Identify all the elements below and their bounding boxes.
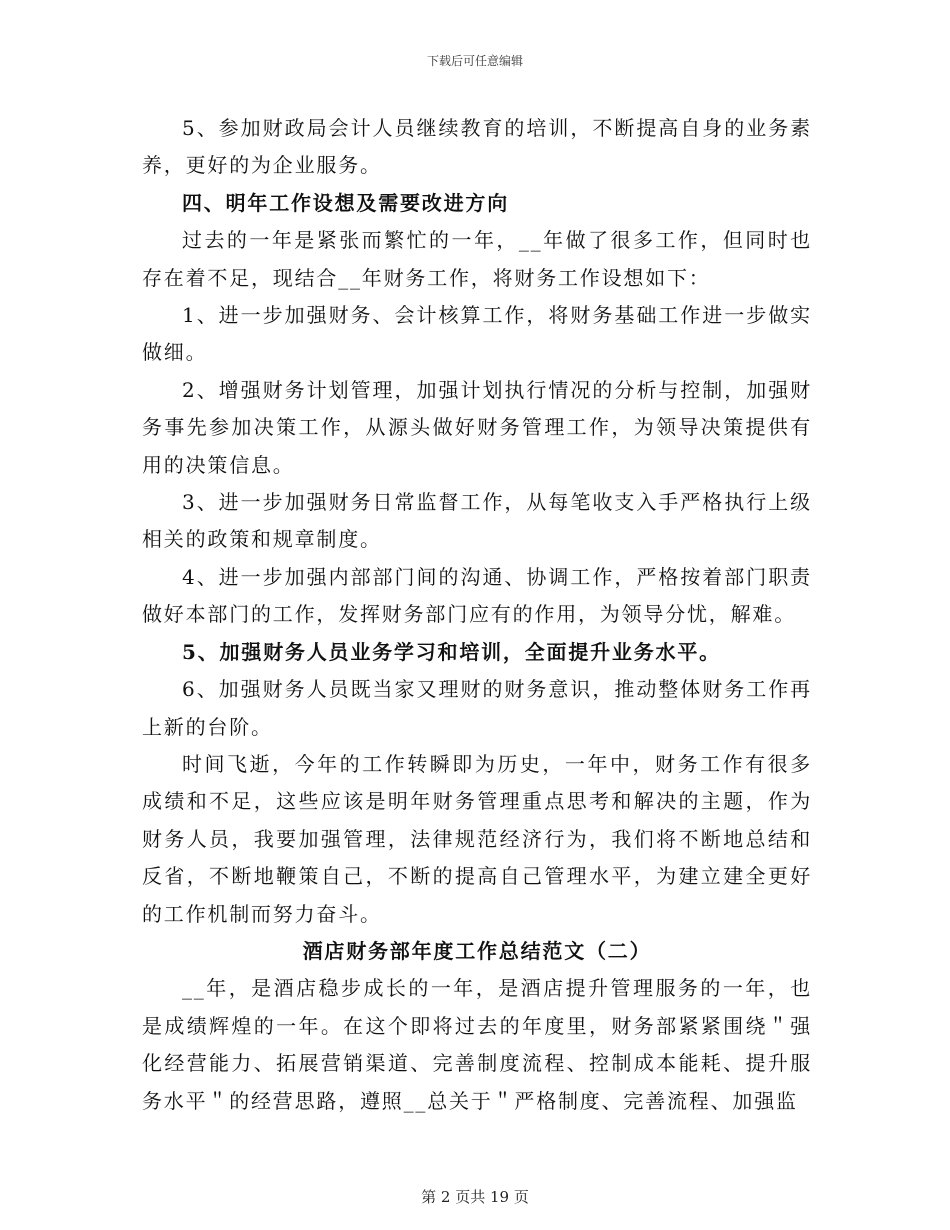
paragraph-conclusion: 时间飞逝，今年的工作转瞬即为历史，一年中，财务工作有很多成绩和不足，这些应该是明年财务管理重点思考和解决的主题，作为财务人员，我要加强管理，法律规范经济行为，我们将不断地总结和反省，不断地鞭策自己，不断的提高自己管理水平，为建立建全更好的工作机制而努力奋斗。 [142, 751, 812, 926]
document-body [142, 110, 812, 1120]
paragraph-hotel-summary: __年，是酒店稳步成长的一年，是酒店提升管理服务的一年，也是成绩辉煌的一年。在这个即将过去的年度里，财务部紧紧围绕＂强化经营能力、拓展营销渠道、完善制度流程、控制成本能耗、提升服务水平＂的经营思路，遵照__总关于＂严格制度、完善流程、加强监 [142, 976, 812, 1113]
document-title-part-two: 酒店财务部年度工作总结范文（二） [302, 938, 652, 963]
plan-item-2: 2、增强财务计划管理，加强计划执行情况的分析与控制，加强财务事先参加决策工作，从源头做好财务管理工作，为领导决策提供有用的决策信息。 [142, 377, 812, 477]
page-footer: 第 2 页共 19 页 [421, 1188, 529, 1206]
section-heading-next-year-plans: 四、明年工作设想及需要改进方向 [182, 190, 509, 215]
plan-item-4: 4、进一步加强内部部门间的沟通、协调工作，严格按着部门职责做好本部门的工作，发挥财务部门应有的作用，为领导分忧，解难。 [142, 564, 812, 627]
paragraph-intro: 过去的一年是紧张而繁忙的一年，__年做了很多工作，但同时也存在着不足，现结合__年财务工作，将财务工作设想如下： [142, 228, 812, 290]
plan-item-1: 1、进一步加强财务、会计核算工作，将财务基础工作进一步做实做细。 [142, 303, 812, 365]
plan-item-5: 5、加强财务人员业务学习和培训，全面提升业务水平。 [182, 639, 721, 664]
plan-item-6: 6、加强财务人员既当家又理财的财务意识，推动整体财务工作再上新的台阶。 [142, 677, 812, 739]
plan-item-3: 3、进一步加强财务日常监督工作，从每笔收支入手严格执行上级相关的政策和规章制度。 [142, 490, 812, 552]
paragraph-item-5-training: 5、参加财政局会计人员继续教育的培训，不断提高自身的业务素养，更好的为企业服务。 [142, 116, 812, 178]
page-header: 下载后可任意编辑 [426, 54, 523, 68]
